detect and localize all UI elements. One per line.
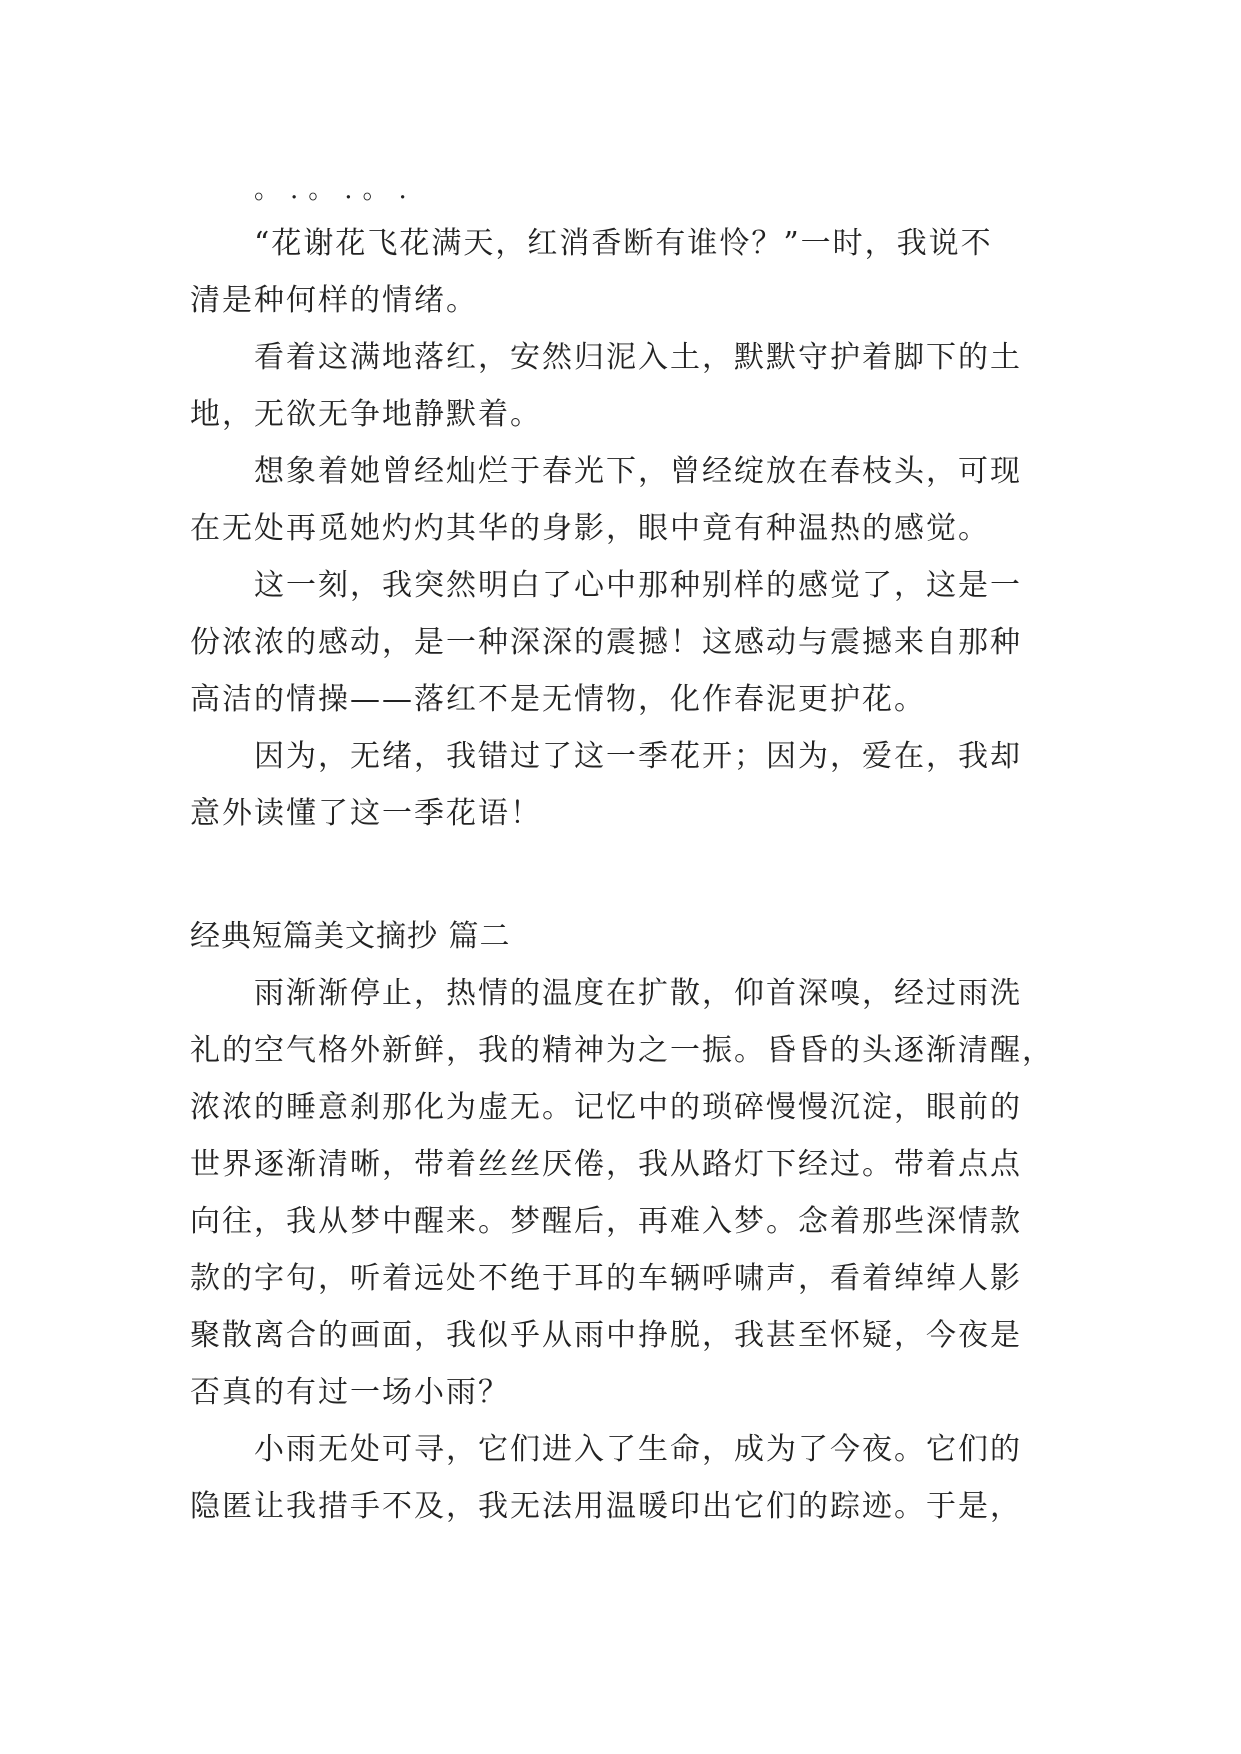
paragraph-line: 世界逐渐清晰，带着丝丝厌倦，我从路灯下经过。带着点点 [190,1147,1022,1182]
paragraph-line: 想象着她曾经灿烂于春光下，曾经绽放在春枝头，可现 [254,454,1022,489]
paragraph-line: “花谢花飞花满天，红消香断有谁怜？”一时，我说不 [254,226,993,261]
paragraph-line: 浓浓的睡意刹那化为虚无。记忆中的琐碎慢慢沉淀，眼前的 [190,1090,1022,1125]
paragraph-line: 在无处再觅她灼灼其华的身影，眼中竟有种温热的感觉。 [190,511,990,546]
paragraph-line: 因为，无绪，我错过了这一季花开；因为，爱在，我却 [254,739,1022,774]
section-heading: 经典短篇美文摘抄 篇二 [190,919,511,954]
paragraph-line: 向往，我从梦中醒来。梦醒后，再难入梦。念着那些深情款 [190,1204,1022,1239]
paragraph-line: 份浓浓的感动，是一种深深的震撼！这感动与震撼来自那种 [190,625,1022,660]
paragraph-line: 意外读懂了这一季花语！ [190,796,542,831]
paragraph-line: 礼的空气格外新鲜，我的精神为之一振。昏昏的头逐渐清醒， [190,1033,1054,1068]
paragraph-line: 小雨无处可寻，它们进入了生命，成为了今夜。它们的 [254,1432,1022,1467]
paragraph-line: 这一刻，我突然明白了心中那种别样的感觉了，这是一 [254,568,1022,603]
paragraph-line: 聚散离合的画面，我似乎从雨中挣脱，我甚至怀疑，今夜是 [190,1318,1022,1353]
paragraph-line: 否真的有过一场小雨？ [190,1375,510,1410]
paragraph-line: 清是种何样的情绪。 [190,283,478,318]
paragraph-line: 隐匿让我措手不及，我无法用温暖印出它们的踪迹。于是， [190,1489,1022,1524]
paragraph-line: 看着这满地落红，安然归泥入土，默默守护着脚下的土 [254,340,1022,375]
ellipsis-dots: 。.。.。. [254,175,417,205]
paragraph-line: 雨渐渐停止，热情的温度在扩散，仰首深嗅，经过雨洗 [254,976,1022,1011]
paragraph-line: 高洁的情操——落红不是无情物，化作春泥更护花。 [190,682,926,717]
paragraph-line: 款的字句，听着远处不绝于耳的车辆呼啸声，看着绰绰人影 [190,1261,1022,1296]
paragraph-line: 地，无欲无争地静默着。 [190,397,542,432]
